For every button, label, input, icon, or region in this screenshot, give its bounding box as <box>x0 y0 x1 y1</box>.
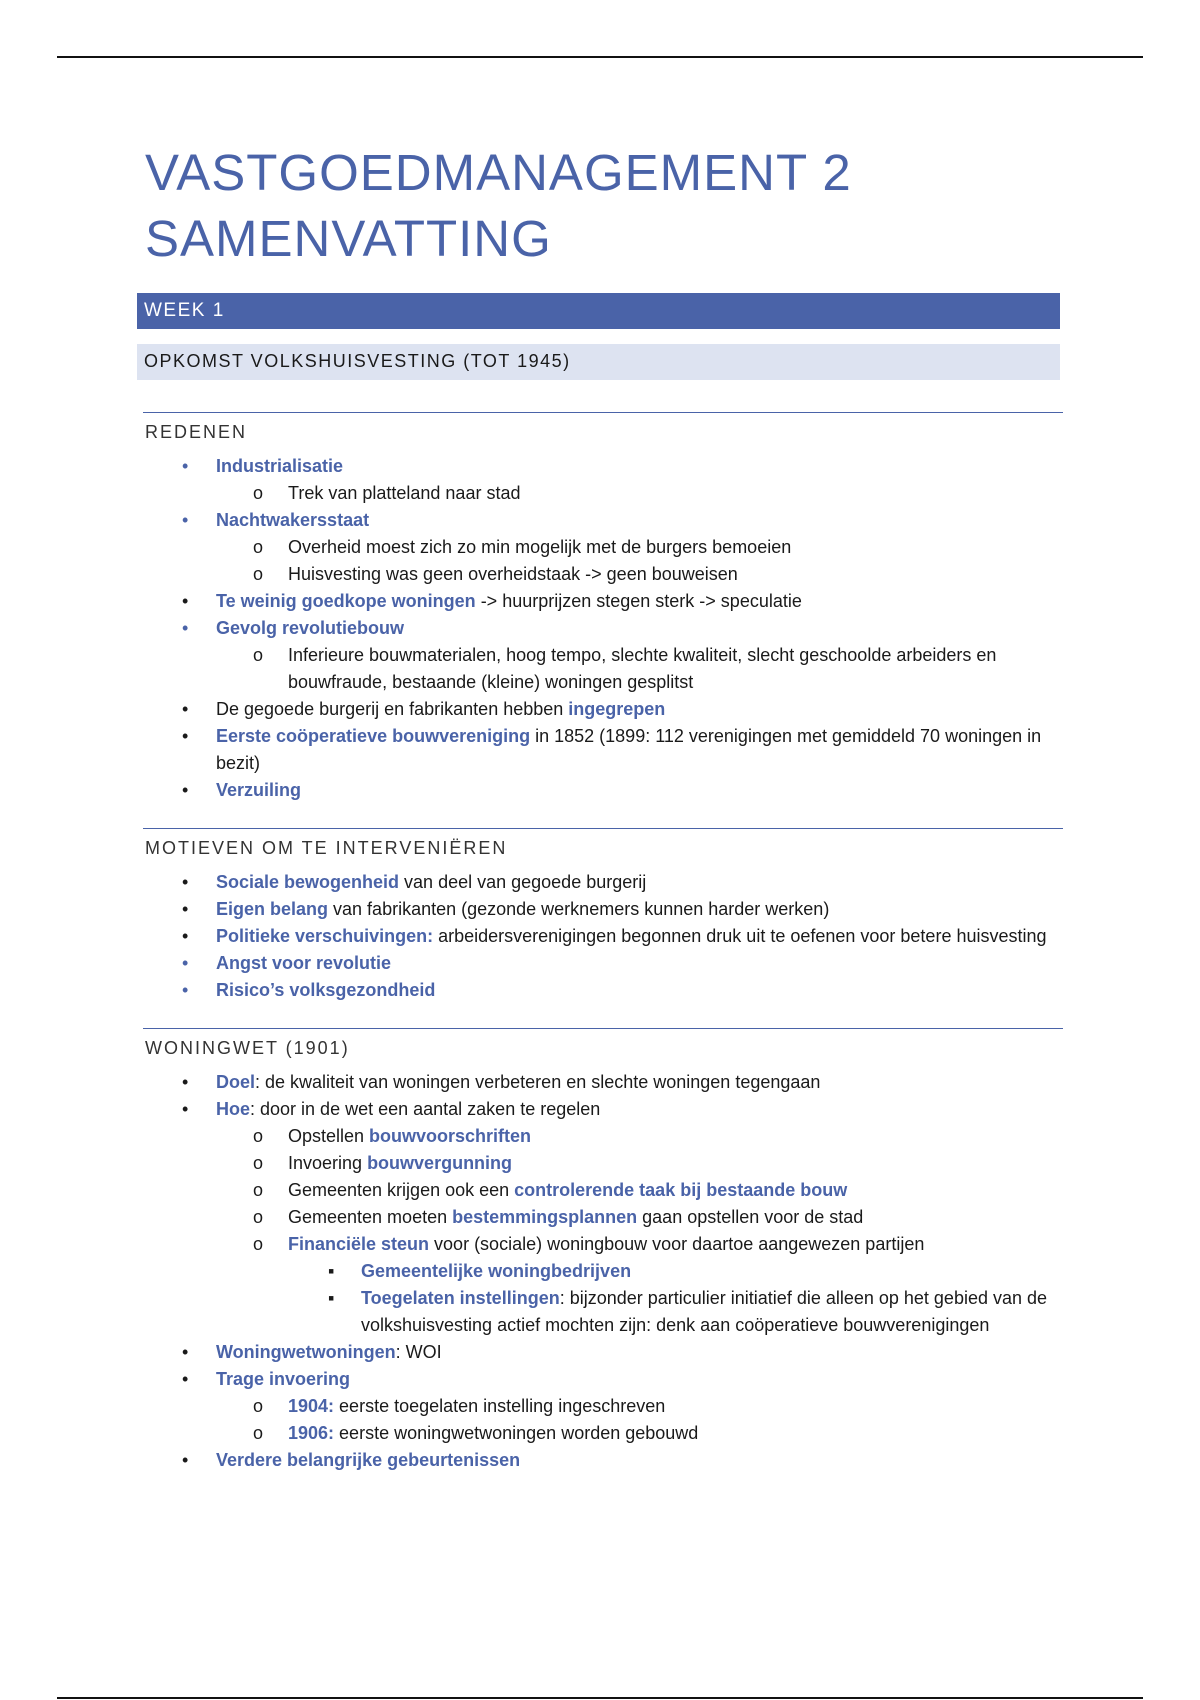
top-rule <box>57 56 1143 58</box>
list-item: • Trage invoering o 1904: eerste toegelaten instelling ingeschreven o 1906: eerste woningwetwoningen worden gebouwd <box>137 1366 1060 1447</box>
list-item: o Gemeenten moeten bestemmingsplannen gaan opstellen voor de stad <box>253 1207 864 1227</box>
woningwet-list <box>137 1069 1060 1474</box>
list-item: • Risico’s volksgezondheid <box>182 980 436 1000</box>
list-item: • Verdere belangrijke gebeurtenissen <box>182 1450 521 1470</box>
list-item: ▪ Toegelaten instellingen: bijzonder particulier initiatief die alleen op het gebied van de volkshuisvesting actief mochten zijn: denk aan coöperatieve bouwverenigingen <box>328 1288 1048 1335</box>
list-item: • Industrialisatie o Trek van platteland naar stad <box>137 453 1060 507</box>
bullet-dot: • <box>182 456 189 476</box>
list-item: • Eerste coöperatieve bouwvereniging in 1852 (1899: 112 verenigingen met gemiddeld 70 woningen in bezit) <box>182 726 1042 773</box>
week-heading: WEEK 1 <box>137 293 1060 329</box>
list-item: o Invoering bouwvergunning <box>253 1153 513 1173</box>
list-item: • Nachtwakersstaat o Overheid moest zich zo min mogelijk met de burgers bemoeien o Huisvesting was geen overheidstaak -> geen bouweisen <box>137 507 1060 588</box>
section-heading: OPKOMST VOLKSHUISVESTING (TOT 1945) <box>137 344 1060 380</box>
motieven-heading: MOTIEVEN OM TE INTERVENIËREN <box>143 828 1063 865</box>
list-item: • Verzuiling <box>182 780 302 800</box>
list-item: o Gemeenten krijgen ook een controlerende taak bij bestaande bouw <box>253 1180 848 1200</box>
list-item: o Financiële steun voor (sociale) woningbouw voor daartoe aangewezen partijen ▪ Gemeentelijke woningbedrijven ▪ Toegelaten instellingen: bijzonder particulier initiatief die alleen op het gebied van de volkshuisvesting actief mochten zijn: denk aan coöperatieve bouwverenigingen <box>137 1231 1060 1339</box>
list-item: o Overheid moest zich zo min mogelijk met de burgers bemoeien <box>253 537 792 557</box>
document-title: VASTGOEDMANAGEMENT 2 SAMENVATTING <box>145 144 852 267</box>
list-item: • Te weinig goedkope woningen -> huurprijzen stegen sterk -> speculatie <box>182 591 802 611</box>
bottom-rule <box>57 1697 1143 1699</box>
list-item: o 1904: eerste toegelaten instelling ingeschreven <box>253 1396 666 1416</box>
list-item: • Politieke verschuivingen: arbeidersverenigingen begonnen druk uit te oefenen voor betere huisvesting <box>182 926 1047 946</box>
list-item: ▪ Gemeentelijke woningbedrijven <box>328 1261 632 1281</box>
document-body <box>137 140 1060 1474</box>
woningwet-heading: WONINGWET (1901) <box>143 1028 1063 1065</box>
list-item: o Inferieure bouwmaterialen, hoog tempo, slechte kwaliteit, slecht geschoolde arbeiders en bouwfraude, bestaande (kleine) woningen gesplitst <box>253 645 997 692</box>
redenen-heading: REDENEN <box>143 412 1063 449</box>
redenen-list <box>137 453 1060 804</box>
list-item: o 1906: eerste woningwetwoningen worden gebouwd <box>253 1423 699 1443</box>
list-item: • De gegoede burgerij en fabrikanten hebben ingegrepen <box>182 699 666 719</box>
list-item: • Hoe: door in de wet een aantal zaken te regelen o Opstellen bouwvoorschriften o Invoering bouwvergunning o Gemeenten krijgen ook een controlerende taak bij bestaande bouw o Gemeenten moeten bestemmingsplannen gaan opstellen voor de stad o Financiële steun voor (sociale) woningbouw voor daartoe aangewezen partijen ▪ Gemeentelijke woningbedrijven ▪ Toegelaten instellingen: bijzonder particulier initiatief die alleen op het gebied van de volkshuisvesting actief mochten zijn: denk aan coöperatieve bouwverenigingen <box>137 1096 1060 1339</box>
motieven-list <box>137 869 1060 1004</box>
list-item: • Sociale bewogenheid van deel van gegoede burgerij <box>182 872 647 892</box>
list-item: o Huisvesting was geen overheidstaak -> geen bouweisen <box>253 564 738 584</box>
list-item: • Doel: de kwaliteit van woningen verbeteren en slechte woningen tegengaan <box>182 1072 821 1092</box>
list-item: o Trek van platteland naar stad <box>253 483 521 503</box>
list-item: • Angst voor revolutie <box>182 953 392 973</box>
list-item: • Eigen belang van fabrikanten (gezonde werknemers kunnen harder werken) <box>182 899 830 919</box>
list-item: • Woningwetwoningen: WOI <box>182 1342 442 1362</box>
list-item: • Gevolg revolutiebouw o Inferieure bouwmaterialen, hoog tempo, slechte kwaliteit, slecht geschoolde arbeiders en bouwfraude, bestaande (kleine) woningen gesplitst <box>137 615 1060 696</box>
list-item: o Opstellen bouwvoorschriften <box>253 1126 532 1146</box>
